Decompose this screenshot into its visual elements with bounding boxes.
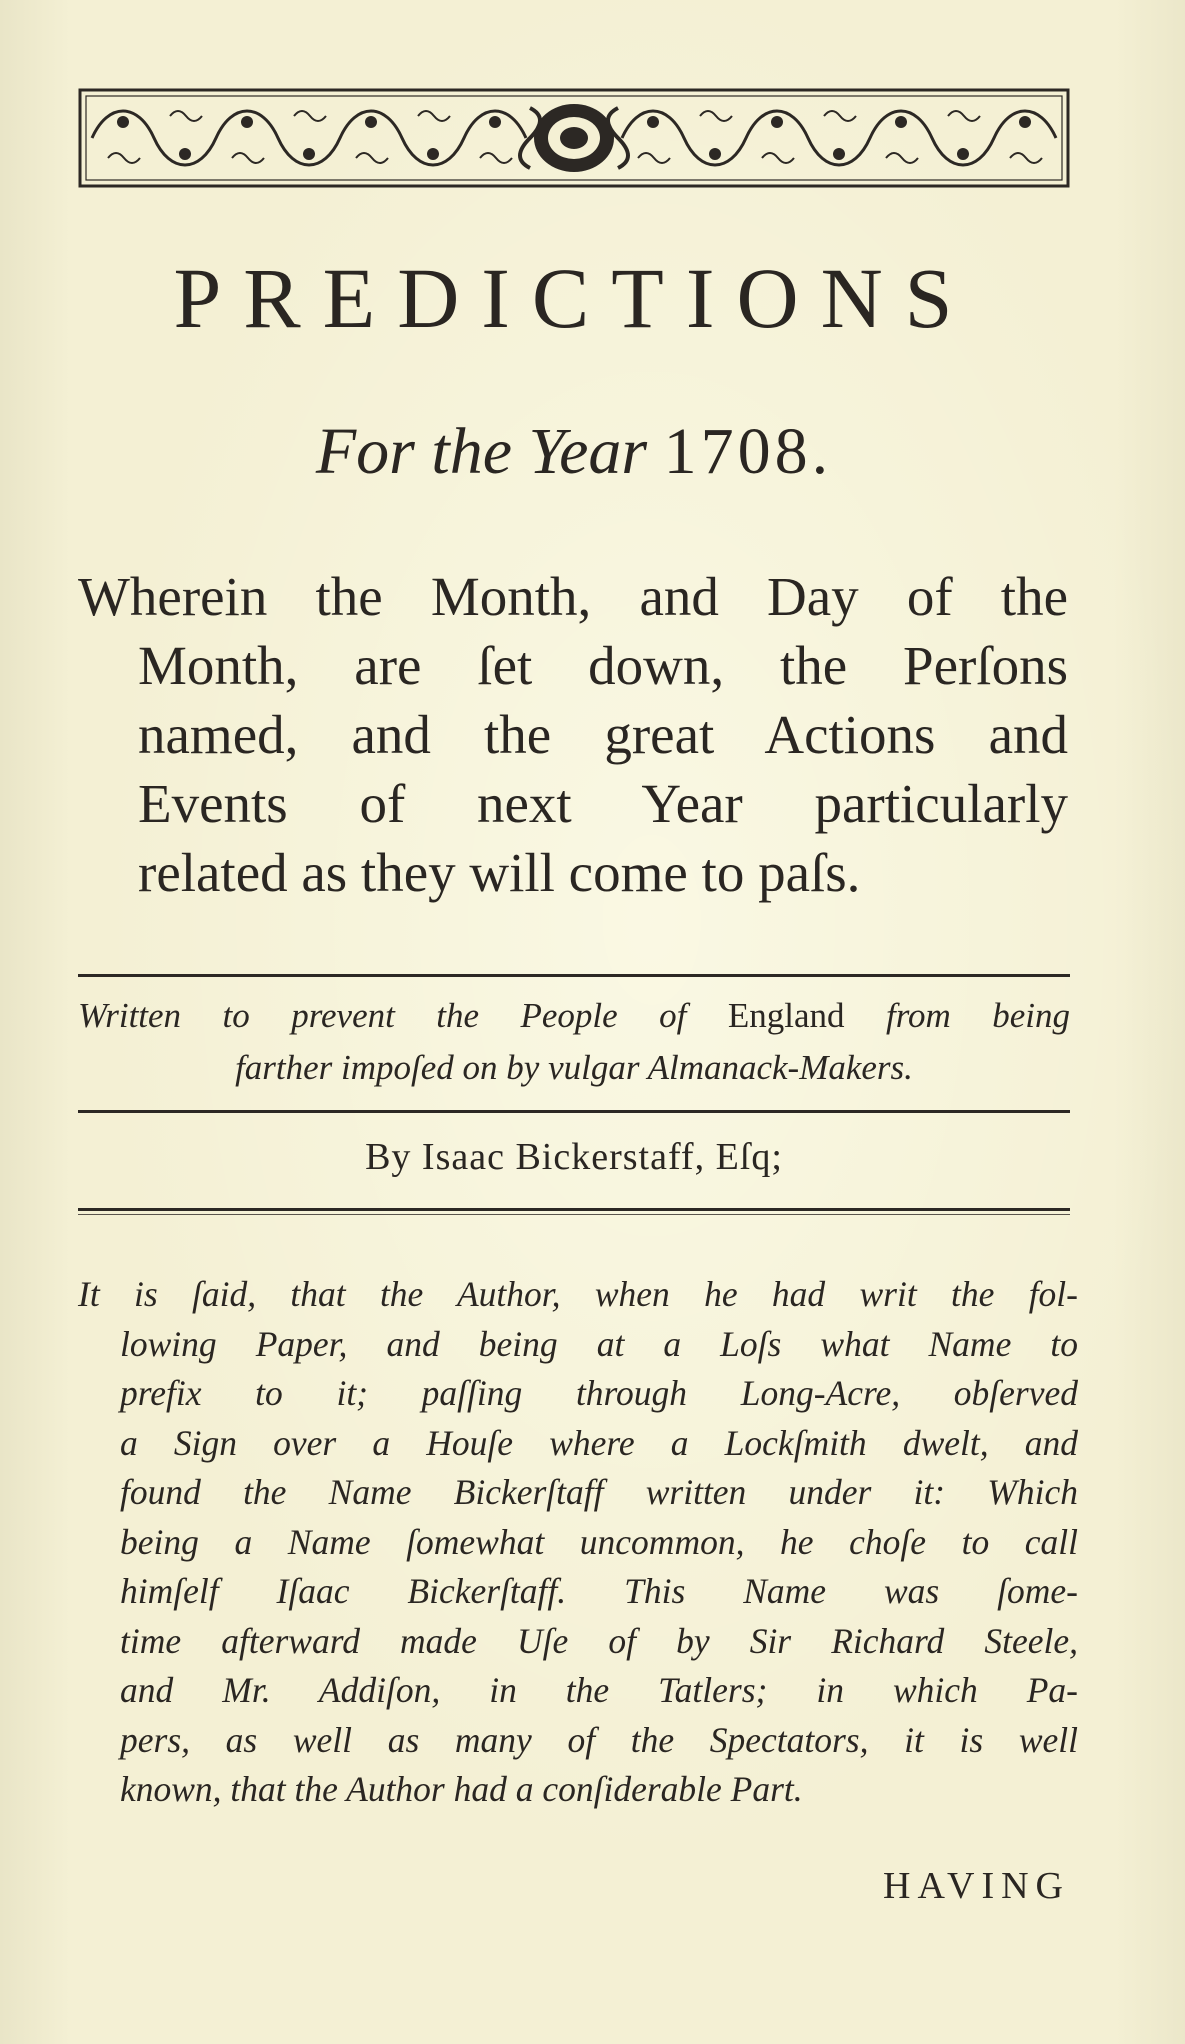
written-place: England (727, 996, 845, 1035)
page-title: PREDICTIONS (173, 250, 975, 346)
note-line: and Mr. Addiſon, in the Tatlers; in which Pa- (120, 1670, 1078, 1710)
written-part-1: Written to prevent the People of (78, 996, 687, 1035)
note-line: a Sign over a Houſe where a Lockſmith dwelt, and (120, 1422, 1078, 1463)
note-line: found the Name Bickerſtaff written under it: Which (120, 1472, 1078, 1512)
subtitle-text: For the Year (315, 415, 648, 488)
horizontal-rule (78, 1208, 1070, 1211)
subtitle (78, 412, 1070, 492)
catchword: HAVING (883, 1865, 1070, 1907)
summary-line: Events of next Year particularly (138, 773, 1068, 834)
written-line-2: farther impoſed on by vulgar Almanack-Makers. (235, 1048, 913, 1087)
note-line: prefix to it; paſſing through Long-Acre, obſerved (120, 1373, 1078, 1413)
horizontal-rule (78, 1110, 1070, 1113)
note-line: lowing Paper, and being at a Loſs what Name to (120, 1323, 1078, 1364)
editorial-note (78, 1270, 1078, 1815)
note-line: pers, as well as many of the Spectators, it is well (120, 1719, 1078, 1760)
summary-line: Wherein the Month, and Day of the (78, 566, 1068, 627)
note-line: time afterward made Uſe of by Sir Richard Steele, (120, 1620, 1078, 1661)
note-line: It is ſaid, that the Author, when he had writ the fol- (78, 1274, 1078, 1314)
written-part-2: from being (885, 996, 1071, 1035)
written-line-1 (78, 990, 1070, 1042)
horizontal-rule-thin (78, 1214, 1070, 1215)
ornamental-headpiece (78, 88, 1070, 188)
note-line: being a Name ſomewhat uncommon, he choſe to call (120, 1521, 1078, 1562)
subtitle-year: 1708. (663, 415, 833, 488)
horizontal-rule (78, 974, 1070, 977)
summary-paragraph (78, 562, 1068, 907)
summary-line: Month, are ſet down, the Perſons (138, 635, 1068, 696)
summary-line: related as they will come to paſs. (138, 842, 861, 903)
note-line: known, that the Author had a conſiderable Part. (120, 1769, 803, 1809)
author-byline: By Isaac Bickerstaff, Eſq; (365, 1136, 783, 1178)
written-statement (78, 990, 1070, 1094)
summary-line: named, and the great Actions and (138, 704, 1068, 765)
note-line: himſelf Iſaac Bickerſtaff. This Name was ſome- (120, 1571, 1078, 1611)
